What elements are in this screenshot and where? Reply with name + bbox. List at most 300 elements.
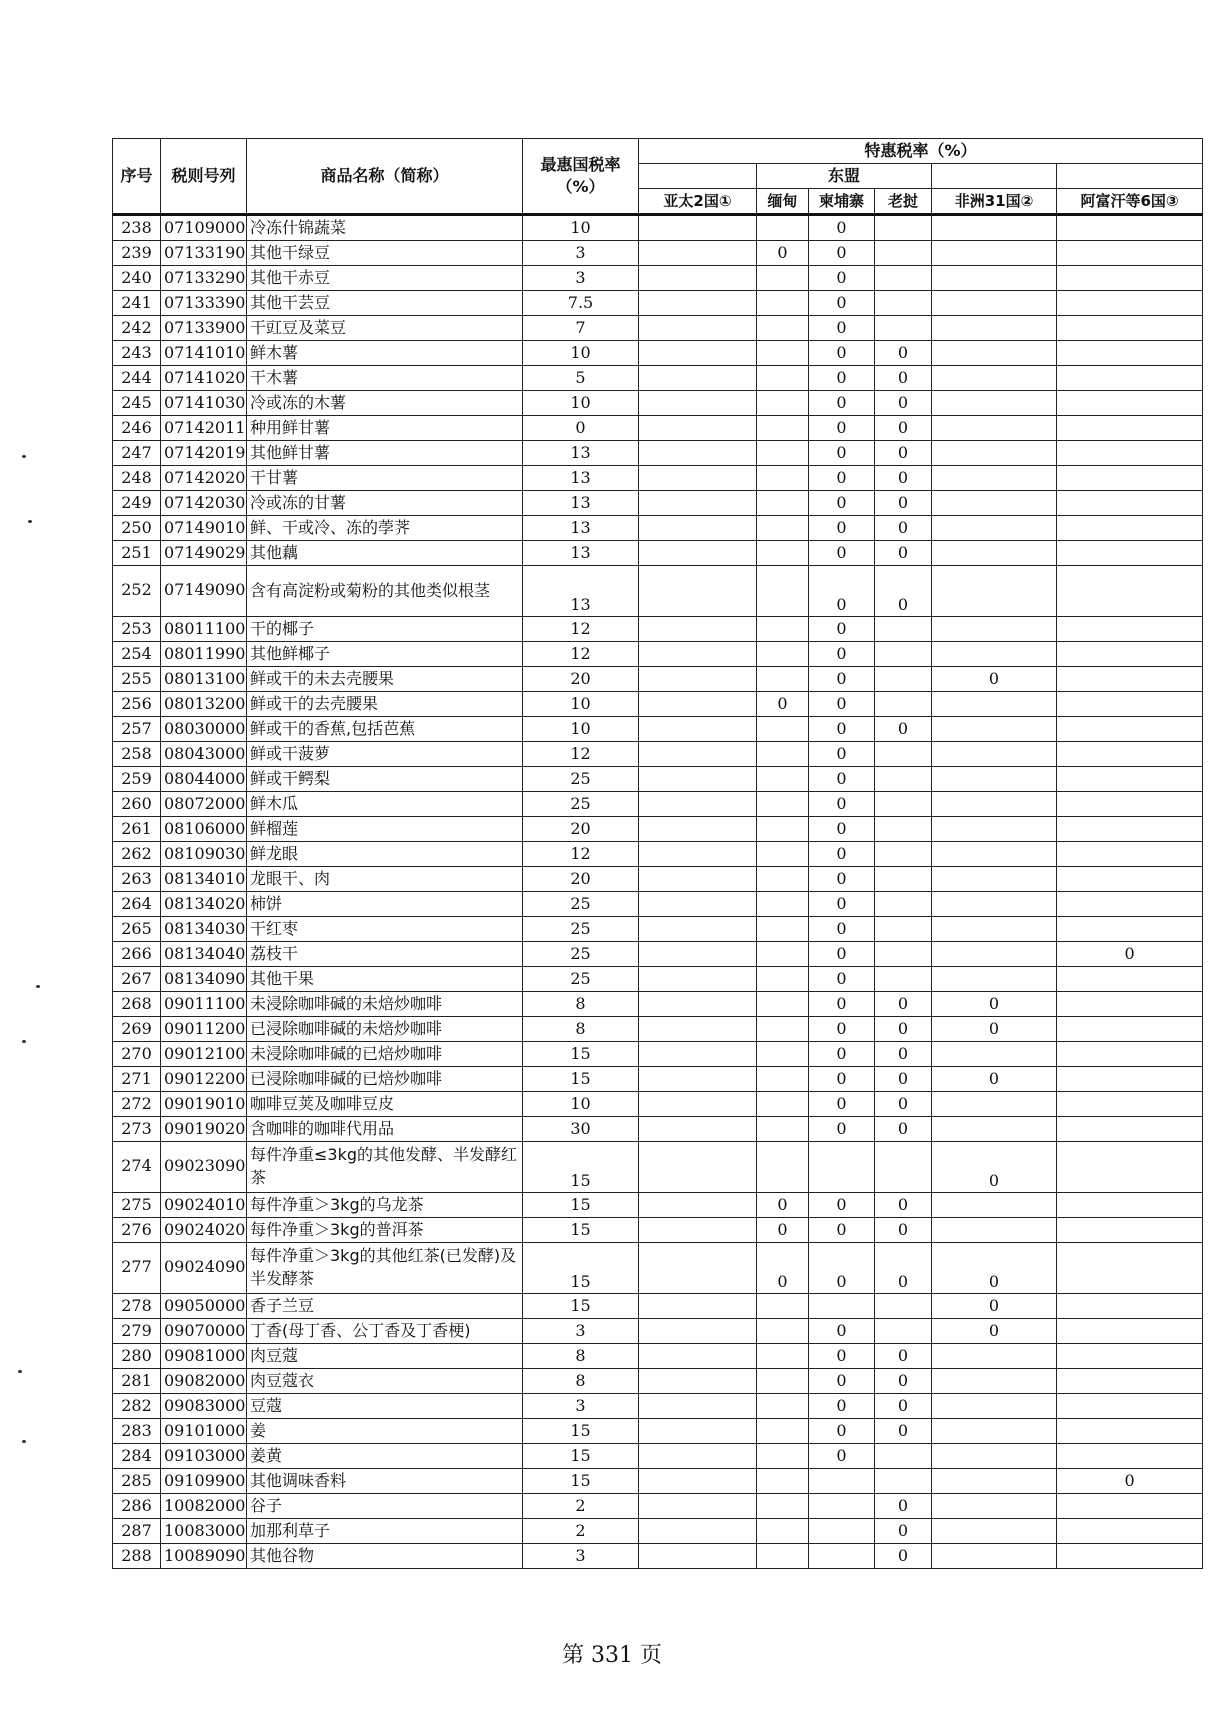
rate-laos bbox=[875, 842, 932, 867]
row-seq: 268 bbox=[113, 992, 161, 1017]
rate-cambodia: 0 bbox=[809, 516, 875, 541]
rate-laos bbox=[875, 792, 932, 817]
row-tariff-code: 09081000 bbox=[161, 1344, 247, 1369]
rate-laos bbox=[875, 241, 932, 266]
row-mfn-rate: 8 bbox=[523, 992, 639, 1017]
rate-cambodia: 0 bbox=[809, 215, 875, 241]
rate-laos: 0 bbox=[875, 1117, 932, 1142]
row-mfn-rate: 10 bbox=[523, 1092, 639, 1117]
rate-africa bbox=[932, 742, 1057, 767]
rate-myanmar bbox=[757, 1519, 809, 1544]
rate-apta bbox=[639, 1243, 757, 1294]
rate-laos: 0 bbox=[875, 391, 932, 416]
row-mfn-rate: 25 bbox=[523, 917, 639, 942]
row-tariff-code: 09024090 bbox=[161, 1243, 247, 1294]
row-seq: 259 bbox=[113, 767, 161, 792]
row-seq: 255 bbox=[113, 667, 161, 692]
rate-cambodia bbox=[809, 1494, 875, 1519]
row-tariff-code: 08134020 bbox=[161, 892, 247, 917]
rate-laos bbox=[875, 1319, 932, 1344]
row-seq: 248 bbox=[113, 466, 161, 491]
row-product-name: 种用鲜甘薯 bbox=[247, 416, 523, 441]
rate-africa: 0 bbox=[932, 992, 1057, 1017]
row-product-name: 每件净重＞3kg的乌龙茶 bbox=[247, 1193, 523, 1218]
rate-cambodia: 0 bbox=[809, 692, 875, 717]
row-product-name: 鲜木瓜 bbox=[247, 792, 523, 817]
rate-laos bbox=[875, 867, 932, 892]
rate-myanmar bbox=[757, 817, 809, 842]
rate-africa: 0 bbox=[932, 1319, 1057, 1344]
rate-afghanistan bbox=[1057, 967, 1203, 992]
rate-afghanistan bbox=[1057, 1394, 1203, 1419]
row-product-name: 谷子 bbox=[247, 1494, 523, 1519]
table-row bbox=[113, 942, 1203, 967]
rate-cambodia: 0 bbox=[809, 1193, 875, 1218]
rate-apta bbox=[639, 215, 757, 241]
rate-apta bbox=[639, 842, 757, 867]
rate-apta bbox=[639, 466, 757, 491]
rate-myanmar: 0 bbox=[757, 692, 809, 717]
row-seq: 269 bbox=[113, 1017, 161, 1042]
rate-apta bbox=[639, 366, 757, 391]
rate-myanmar bbox=[757, 742, 809, 767]
rate-myanmar bbox=[757, 1017, 809, 1042]
rate-laos bbox=[875, 266, 932, 291]
rate-cambodia: 0 bbox=[809, 1117, 875, 1142]
rate-afghanistan bbox=[1057, 1344, 1203, 1369]
rate-cambodia: 0 bbox=[809, 291, 875, 316]
rate-myanmar: 0 bbox=[757, 1193, 809, 1218]
table-row bbox=[113, 967, 1203, 992]
row-product-name: 咖啡豆荚及咖啡豆皮 bbox=[247, 1092, 523, 1117]
row-seq: 281 bbox=[113, 1369, 161, 1394]
rate-apta bbox=[639, 1067, 757, 1092]
rate-apta bbox=[639, 667, 757, 692]
row-seq: 256 bbox=[113, 692, 161, 717]
row-mfn-rate: 0 bbox=[523, 416, 639, 441]
row-seq: 244 bbox=[113, 366, 161, 391]
row-mfn-rate: 2 bbox=[523, 1494, 639, 1519]
rate-afghanistan bbox=[1057, 842, 1203, 867]
rate-laos: 0 bbox=[875, 366, 932, 391]
row-product-name: 干的椰子 bbox=[247, 617, 523, 642]
row-seq: 247 bbox=[113, 441, 161, 466]
rate-laos: 0 bbox=[875, 1092, 932, 1117]
rate-myanmar bbox=[757, 1142, 809, 1193]
rate-cambodia: 0 bbox=[809, 566, 875, 617]
row-tariff-code: 07142020 bbox=[161, 466, 247, 491]
rate-laos bbox=[875, 1444, 932, 1469]
rate-myanmar bbox=[757, 1444, 809, 1469]
row-seq: 282 bbox=[113, 1394, 161, 1419]
table-row bbox=[113, 266, 1203, 291]
row-mfn-rate: 12 bbox=[523, 617, 639, 642]
rate-myanmar bbox=[757, 341, 809, 366]
table-row bbox=[113, 566, 1203, 617]
rate-laos: 0 bbox=[875, 1519, 932, 1544]
rate-apta bbox=[639, 416, 757, 441]
rate-apta bbox=[639, 1042, 757, 1067]
rate-afghanistan bbox=[1057, 416, 1203, 441]
table-row bbox=[113, 1067, 1203, 1092]
rate-africa bbox=[932, 215, 1057, 241]
rate-africa bbox=[932, 1394, 1057, 1419]
rate-africa bbox=[932, 817, 1057, 842]
rate-laos: 0 bbox=[875, 1218, 932, 1243]
row-product-name: 每件净重≤3kg的其他发酵、半发酵红茶 bbox=[247, 1142, 523, 1193]
rate-afghanistan bbox=[1057, 441, 1203, 466]
row-tariff-code: 09023090 bbox=[161, 1142, 247, 1193]
rate-apta bbox=[639, 291, 757, 316]
rate-laos: 0 bbox=[875, 466, 932, 491]
header-myanmar: 缅甸 bbox=[757, 189, 809, 215]
rate-cambodia bbox=[809, 1469, 875, 1494]
rate-myanmar bbox=[757, 1394, 809, 1419]
rate-apta bbox=[639, 992, 757, 1017]
row-seq: 242 bbox=[113, 316, 161, 341]
table-row bbox=[113, 1344, 1203, 1369]
rate-laos bbox=[875, 817, 932, 842]
rate-cambodia: 0 bbox=[809, 241, 875, 266]
row-seq: 257 bbox=[113, 717, 161, 742]
rate-afghanistan bbox=[1057, 1117, 1203, 1142]
rate-afghanistan bbox=[1057, 1193, 1203, 1218]
rate-laos: 0 bbox=[875, 1344, 932, 1369]
row-seq: 265 bbox=[113, 917, 161, 942]
rate-apta bbox=[639, 1394, 757, 1419]
row-tariff-code: 09024020 bbox=[161, 1218, 247, 1243]
table-row bbox=[113, 1142, 1203, 1193]
row-tariff-code: 09024010 bbox=[161, 1193, 247, 1218]
rate-laos: 0 bbox=[875, 441, 932, 466]
rate-myanmar bbox=[757, 1419, 809, 1444]
header-laos: 老挝 bbox=[875, 189, 932, 215]
row-product-name: 其他鲜甘薯 bbox=[247, 441, 523, 466]
row-tariff-code: 07133290 bbox=[161, 266, 247, 291]
rate-apta bbox=[639, 541, 757, 566]
rate-afghanistan bbox=[1057, 1319, 1203, 1344]
rate-africa: 0 bbox=[932, 667, 1057, 692]
header-africa-31: 非洲31国② bbox=[932, 189, 1057, 215]
rate-africa bbox=[932, 642, 1057, 667]
rate-laos bbox=[875, 917, 932, 942]
row-seq: 284 bbox=[113, 1444, 161, 1469]
rate-afghanistan bbox=[1057, 1369, 1203, 1394]
rate-myanmar: 0 bbox=[757, 241, 809, 266]
rate-apta bbox=[639, 642, 757, 667]
row-mfn-rate: 12 bbox=[523, 642, 639, 667]
rate-afghanistan bbox=[1057, 1067, 1203, 1092]
rate-cambodia: 0 bbox=[809, 817, 875, 842]
rate-cambodia: 0 bbox=[809, 316, 875, 341]
rate-africa bbox=[932, 366, 1057, 391]
rate-afghanistan bbox=[1057, 566, 1203, 617]
rate-afghanistan bbox=[1057, 792, 1203, 817]
rate-cambodia: 0 bbox=[809, 341, 875, 366]
rate-apta bbox=[639, 817, 757, 842]
rate-apta bbox=[639, 1544, 757, 1569]
header-asean: 东盟 bbox=[757, 164, 932, 189]
table-row bbox=[113, 416, 1203, 441]
rate-africa bbox=[932, 266, 1057, 291]
row-product-name: 鲜榴莲 bbox=[247, 817, 523, 842]
rate-apta bbox=[639, 1319, 757, 1344]
rate-cambodia: 0 bbox=[809, 867, 875, 892]
rate-laos: 0 bbox=[875, 1494, 932, 1519]
row-product-name: 其他干芸豆 bbox=[247, 291, 523, 316]
rate-laos: 0 bbox=[875, 541, 932, 566]
row-product-name: 冷冻什锦蔬菜 bbox=[247, 215, 523, 241]
row-mfn-rate: 15 bbox=[523, 1142, 639, 1193]
rate-cambodia: 0 bbox=[809, 642, 875, 667]
table-row bbox=[113, 792, 1203, 817]
rate-afghanistan bbox=[1057, 742, 1203, 767]
row-tariff-code: 09103000 bbox=[161, 1444, 247, 1469]
rate-myanmar bbox=[757, 466, 809, 491]
rate-afghanistan bbox=[1057, 867, 1203, 892]
row-tariff-code: 09082000 bbox=[161, 1369, 247, 1394]
row-seq: 273 bbox=[113, 1117, 161, 1142]
rate-cambodia bbox=[809, 1519, 875, 1544]
rate-apta bbox=[639, 266, 757, 291]
rate-afghanistan bbox=[1057, 1243, 1203, 1294]
rate-apta bbox=[639, 316, 757, 341]
rate-africa bbox=[932, 1444, 1057, 1469]
row-seq: 267 bbox=[113, 967, 161, 992]
row-mfn-rate: 25 bbox=[523, 792, 639, 817]
row-product-name: 其他干果 bbox=[247, 967, 523, 992]
rate-africa bbox=[932, 867, 1057, 892]
table-row bbox=[113, 1494, 1203, 1519]
rate-apta bbox=[639, 1294, 757, 1319]
row-product-name: 干红枣 bbox=[247, 917, 523, 942]
rate-laos: 0 bbox=[875, 1419, 932, 1444]
rate-myanmar bbox=[757, 215, 809, 241]
row-seq: 279 bbox=[113, 1319, 161, 1344]
row-seq: 270 bbox=[113, 1042, 161, 1067]
rate-laos: 0 bbox=[875, 992, 932, 1017]
row-product-name: 含咖啡的咖啡代用品 bbox=[247, 1117, 523, 1142]
rate-afghanistan bbox=[1057, 466, 1203, 491]
row-product-name: 含有高淀粉或菊粉的其他类似根茎 bbox=[247, 566, 523, 617]
row-product-name: 肉豆蔻 bbox=[247, 1344, 523, 1369]
row-mfn-rate: 25 bbox=[523, 942, 639, 967]
table-row bbox=[113, 1218, 1203, 1243]
table-row bbox=[113, 1294, 1203, 1319]
row-tariff-code: 07141030 bbox=[161, 391, 247, 416]
rate-apta bbox=[639, 566, 757, 617]
row-mfn-rate: 13 bbox=[523, 566, 639, 617]
row-mfn-rate: 10 bbox=[523, 341, 639, 366]
table-row bbox=[113, 917, 1203, 942]
rate-africa bbox=[932, 1218, 1057, 1243]
rate-myanmar bbox=[757, 917, 809, 942]
row-product-name: 其他干绿豆 bbox=[247, 241, 523, 266]
rate-africa bbox=[932, 942, 1057, 967]
row-mfn-rate: 20 bbox=[523, 817, 639, 842]
rate-africa bbox=[932, 1092, 1057, 1117]
rate-cambodia bbox=[809, 1544, 875, 1569]
rate-africa bbox=[932, 1344, 1057, 1369]
table-row bbox=[113, 1017, 1203, 1042]
rate-myanmar bbox=[757, 1544, 809, 1569]
rate-cambodia: 0 bbox=[809, 1092, 875, 1117]
row-seq: 286 bbox=[113, 1494, 161, 1519]
row-mfn-rate: 3 bbox=[523, 1544, 639, 1569]
row-product-name: 每件净重＞3kg的其他红茶(已发酵)及半发酵茶 bbox=[247, 1243, 523, 1294]
row-mfn-rate: 15 bbox=[523, 1469, 639, 1494]
rate-africa bbox=[932, 917, 1057, 942]
row-tariff-code: 07109000 bbox=[161, 215, 247, 241]
rate-africa bbox=[932, 1519, 1057, 1544]
rate-afghanistan bbox=[1057, 1294, 1203, 1319]
row-mfn-rate: 12 bbox=[523, 842, 639, 867]
row-tariff-code: 07149029 bbox=[161, 541, 247, 566]
rate-africa bbox=[932, 341, 1057, 366]
row-seq: 274 bbox=[113, 1142, 161, 1193]
rate-afghanistan bbox=[1057, 1419, 1203, 1444]
rate-afghanistan bbox=[1057, 1494, 1203, 1519]
rate-africa bbox=[932, 717, 1057, 742]
rate-afghanistan bbox=[1057, 1519, 1203, 1544]
rate-laos: 0 bbox=[875, 341, 932, 366]
rate-apta bbox=[639, 1369, 757, 1394]
row-tariff-code: 08013100 bbox=[161, 667, 247, 692]
table-row bbox=[113, 291, 1203, 316]
row-mfn-rate: 7.5 bbox=[523, 291, 639, 316]
row-mfn-rate: 30 bbox=[523, 1117, 639, 1142]
rate-afghanistan bbox=[1057, 717, 1203, 742]
row-mfn-rate: 20 bbox=[523, 867, 639, 892]
rate-africa bbox=[932, 792, 1057, 817]
rate-afghanistan bbox=[1057, 516, 1203, 541]
row-mfn-rate: 13 bbox=[523, 441, 639, 466]
rate-myanmar bbox=[757, 642, 809, 667]
rate-myanmar bbox=[757, 316, 809, 341]
row-mfn-rate: 8 bbox=[523, 1369, 639, 1394]
row-tariff-code: 08030000 bbox=[161, 717, 247, 742]
row-seq: 260 bbox=[113, 792, 161, 817]
row-seq: 243 bbox=[113, 341, 161, 366]
rate-myanmar bbox=[757, 1344, 809, 1369]
rate-apta bbox=[639, 742, 757, 767]
header-spacer-apta bbox=[639, 164, 757, 189]
row-tariff-code: 09050000 bbox=[161, 1294, 247, 1319]
table-row bbox=[113, 1042, 1203, 1067]
header-afghanistan-6: 阿富汗等6国③ bbox=[1057, 189, 1203, 215]
table-row bbox=[113, 717, 1203, 742]
rate-africa bbox=[932, 767, 1057, 792]
row-mfn-rate: 13 bbox=[523, 541, 639, 566]
rate-afghanistan bbox=[1057, 692, 1203, 717]
rate-laos: 0 bbox=[875, 1067, 932, 1092]
rate-myanmar bbox=[757, 366, 809, 391]
rate-cambodia: 0 bbox=[809, 366, 875, 391]
header-apta-2: 亚太2国① bbox=[639, 189, 757, 215]
row-seq: 272 bbox=[113, 1092, 161, 1117]
table-row bbox=[113, 316, 1203, 341]
rate-laos bbox=[875, 767, 932, 792]
row-seq: 280 bbox=[113, 1344, 161, 1369]
page-number: 第 331 页 bbox=[562, 1643, 662, 1668]
row-tariff-code: 08134010 bbox=[161, 867, 247, 892]
header-preferential-rate: 特惠税率（%） bbox=[639, 139, 1203, 164]
rate-myanmar bbox=[757, 842, 809, 867]
row-seq: 288 bbox=[113, 1544, 161, 1569]
rate-myanmar bbox=[757, 291, 809, 316]
rate-myanmar bbox=[757, 1319, 809, 1344]
row-tariff-code: 09109900 bbox=[161, 1469, 247, 1494]
row-tariff-code: 09011200 bbox=[161, 1017, 247, 1042]
table-row bbox=[113, 215, 1203, 241]
rate-laos bbox=[875, 967, 932, 992]
rate-myanmar bbox=[757, 992, 809, 1017]
rate-cambodia: 0 bbox=[809, 1344, 875, 1369]
rate-myanmar bbox=[757, 1294, 809, 1319]
rate-myanmar bbox=[757, 1042, 809, 1067]
row-tariff-code: 07142011 bbox=[161, 416, 247, 441]
rate-myanmar bbox=[757, 416, 809, 441]
header-name: 商品名称（简称） bbox=[247, 139, 523, 215]
table-row bbox=[113, 842, 1203, 867]
rate-cambodia: 0 bbox=[809, 892, 875, 917]
rate-laos: 0 bbox=[875, 717, 932, 742]
rate-laos bbox=[875, 942, 932, 967]
rate-afghanistan bbox=[1057, 1218, 1203, 1243]
row-product-name: 干豇豆及菜豆 bbox=[247, 316, 523, 341]
rate-afghanistan bbox=[1057, 266, 1203, 291]
row-product-name: 香子兰豆 bbox=[247, 1294, 523, 1319]
row-seq: 285 bbox=[113, 1469, 161, 1494]
rate-africa: 0 bbox=[932, 1017, 1057, 1042]
rate-afghanistan bbox=[1057, 1544, 1203, 1569]
rate-cambodia: 0 bbox=[809, 1017, 875, 1042]
row-seq: 266 bbox=[113, 942, 161, 967]
rate-afghanistan bbox=[1057, 1017, 1203, 1042]
row-tariff-code: 09083000 bbox=[161, 1394, 247, 1419]
row-mfn-rate: 15 bbox=[523, 1419, 639, 1444]
rate-laos bbox=[875, 291, 932, 316]
row-product-name: 未浸除咖啡碱的已焙炒咖啡 bbox=[247, 1042, 523, 1067]
row-tariff-code: 07141010 bbox=[161, 341, 247, 366]
rate-myanmar bbox=[757, 491, 809, 516]
row-tariff-code: 07149010 bbox=[161, 516, 247, 541]
row-product-name: 冷或冻的木薯 bbox=[247, 391, 523, 416]
rate-apta bbox=[639, 717, 757, 742]
rate-myanmar bbox=[757, 767, 809, 792]
row-mfn-rate: 10 bbox=[523, 717, 639, 742]
row-product-name: 其他调味香料 bbox=[247, 1469, 523, 1494]
row-seq: 278 bbox=[113, 1294, 161, 1319]
rate-cambodia: 0 bbox=[809, 491, 875, 516]
table-row bbox=[113, 491, 1203, 516]
table-row bbox=[113, 992, 1203, 1017]
table-row bbox=[113, 617, 1203, 642]
header-spacer-africa bbox=[932, 164, 1057, 189]
rate-apta bbox=[639, 917, 757, 942]
row-product-name: 干甘薯 bbox=[247, 466, 523, 491]
row-product-name: 鲜木薯 bbox=[247, 341, 523, 366]
row-tariff-code: 08011990 bbox=[161, 642, 247, 667]
rate-africa bbox=[932, 1117, 1057, 1142]
row-tariff-code: 08011100 bbox=[161, 617, 247, 642]
rate-myanmar bbox=[757, 942, 809, 967]
row-tariff-code: 08043000 bbox=[161, 742, 247, 767]
row-seq: 287 bbox=[113, 1519, 161, 1544]
rate-africa bbox=[932, 466, 1057, 491]
rate-cambodia: 0 bbox=[809, 792, 875, 817]
rate-laos bbox=[875, 892, 932, 917]
